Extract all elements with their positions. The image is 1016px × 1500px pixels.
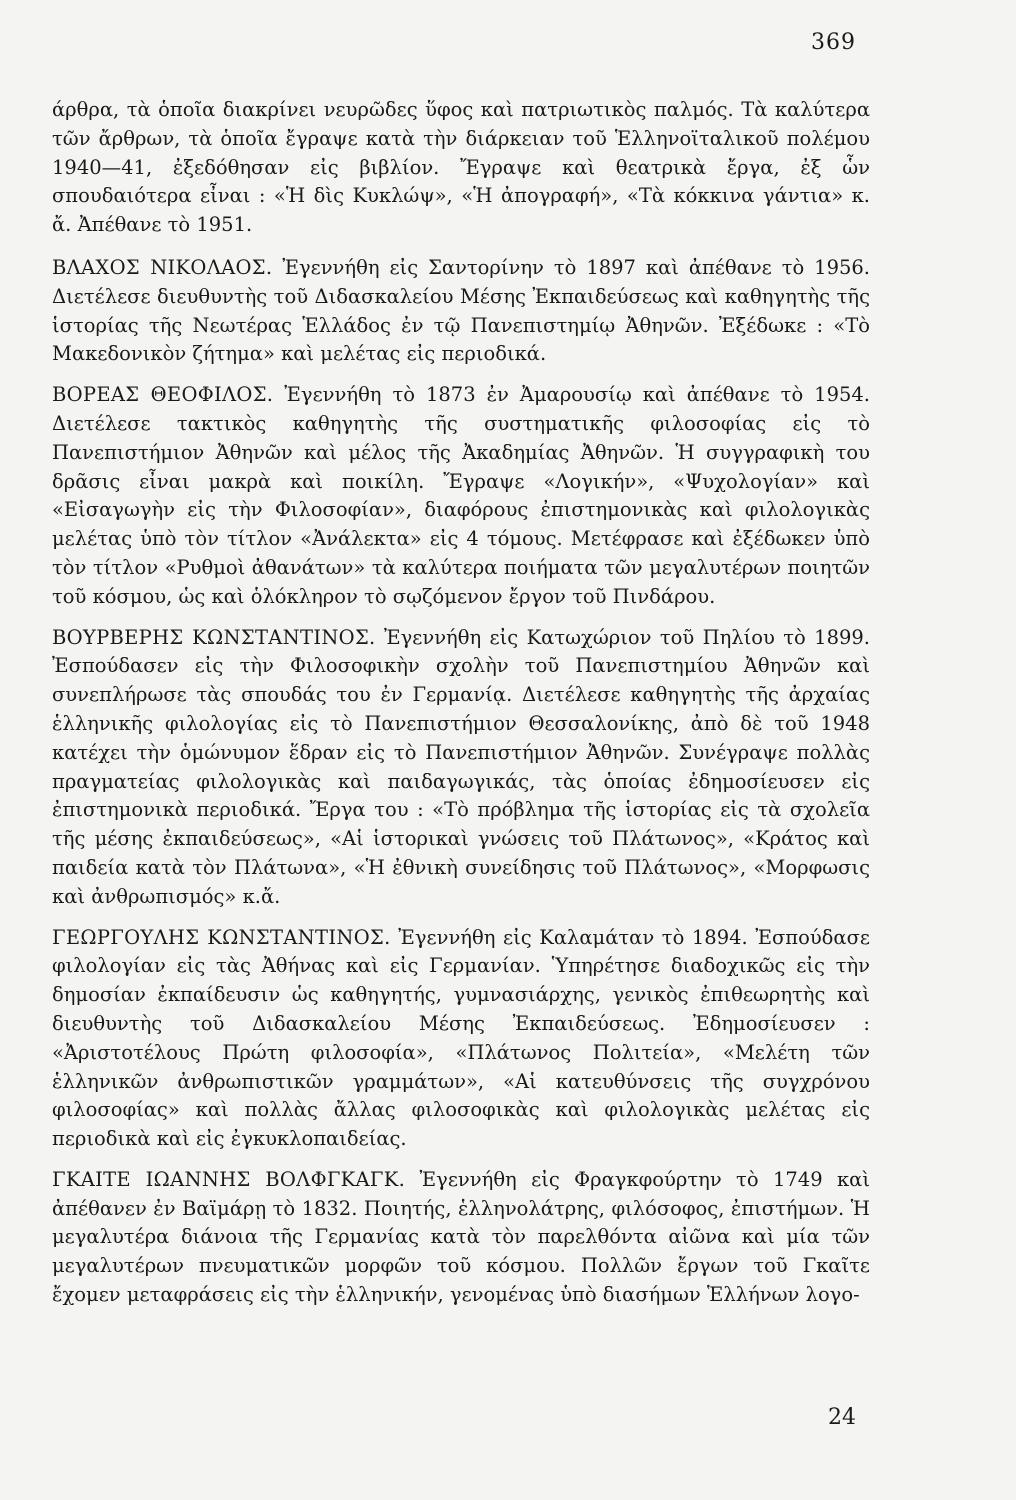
page-number: 369: [811, 30, 856, 55]
entry-vlachos: [52, 254, 870, 369]
entry-text: Ἐγεννήθη εἰς Καλαμάταν τὸ 1894. Ἐσπούδασε φιλολογίαν εἰς τὰς Ἀθήνας καὶ εἰς Γερμανίαν. Ὑπηρέτησε διαδοχικῶς εἰς τὴν δημοσίαν ἐκπαίδευσιν ὡς καθηγητής, γυμνασιάρχης, γενικὸς ἐπιθεωρητὴς καὶ διευθυντὴς τοῦ Διδασκαλείου Μέσης Ἐκπαιδεύσεως. Ἐδημοσίευσεν : «Ἀριστοτέλους Πρώτη φιλοσοφία», «Πλάτωνος Πολιτεία», «Μελέτη τῶν ἑλληνικῶν ἀνθρωπιστικῶν γραμμάτων», «Αἱ κατευθύνσεις τῆς συγχρόνου φιλοσοφίας» καὶ πολλὰς ἄλλας φιλοσοφικὰς καὶ φιλολογικὰς μελέτας εἰς περιοδικὰ καὶ εἰς ἐγκυκλοπαιδείας.: [52, 925, 871, 1151]
entry-text: Ἐγεννήθη εἰς Φραγκφούρτην τὸ 1749 καὶ ἀπέθανεν ἐν Βαϊμάρῃ τὸ 1832. Ποιητής, ἑλληνολάτρης, φιλόσοφος, ἐπιστήμων. Ἡ μεγαλυτέρα διάνοια τῆς Γερμανίας κατὰ τὸν παρελθόντα αἰῶνα καὶ μία τῶν μεγαλυτέρων πνευματικῶν μορφῶν τοῦ κόσμου. Πολλῶν ἔργων τοῦ Γκαῖτε ἔχομεν μεταφράσεις εἰς τὴν ἑλληνικήν, γενομένας ὑπὸ διασήμων Ἑλλήνων λογο-: [52, 1167, 870, 1307]
entry-heading: ΓΕΩΡΓΟΥΛΗΣ ΚΩΝΣΤΑΝΤΙΝΟΣ.: [52, 925, 391, 949]
intro-paragraph: άρθρα, τὰ ὁποῖα διακρίνει νευρῶδες ὕφος καὶ πατριωτικὸς παλμός. Τὰ καλύτερα τῶν ἄρθρων, τὰ ὁποῖα ἔγραψε κατὰ τὴν διάρκειαν τοῦ Ἑλληνοϊταλικοῦ πολέμου 1940—41, ἐξεδόθησαν εἰς βιβλίον. Ἔγραψε καὶ θεατρικὰ ἔργα, ἐξ ὧν σπουδαιότερα εἶναι : «Ἡ δὶς Κυκλώψ», «Ἡ ἀπογραφή», «Τὰ κόκκινα γάντια» κ. ἄ. Ἀπέθανε τὸ 1951.: [52, 98, 870, 237]
entry-text: Ἐγεννήθη εἰς Κατωχώριον τοῦ Πηλίου τὸ 1899. Ἐσπούδασεν εἰς τὴν Φιλοσοφικὴν σχολὴν τοῦ Πανεπιστημίου Ἀθηνῶν καὶ συνεπλήρωσε τὰς σπουδάς του ἐν Γερμανίᾳ. Διετέλεσε καθηγητὴς τῆς ἀρχαίας ἑλληνικῆς φιλολογίας εἰς τὸ Πανεπιστήμιον Θεσσαλονίκης, ἀπὸ δὲ τοῦ 1948 κατέχει τὴν ὁμώνυμον ἕδραν εἰς τὸ Πανεπιστήμιον Ἀθηνῶν. Συνέγραψε πολλὰς πραγματείας φιλολογικὰς καὶ παιδαγωγικάς, τὰς ὁποίας ἐδημοσίευσεν εἰς ἐπιστημονικὰ περιοδικά. Ἔργα του : «Τὸ πρόβλημα τῆς ἱστορίας εἰς τὰ σχολεῖα τῆς μέσης ἐκπαιδεύσεως», «Αἱ ἱστορικαὶ γνώσεις τοῦ Πλάτωνος», «Κράτος καὶ παιδεία κατὰ τὸν Πλάτωνα», «Ἡ ἐθνικὴ συνείδησις τοῦ Πλάτωνος», «Μορφωσις καὶ ἀνθρωπισμός» κ.ἄ.: [52, 625, 870, 908]
page-body: [52, 96, 870, 1310]
entry-text: Ἐγεννήθη εἰς Σαντορίνην τὸ 1897 καὶ ἀπέθανε τὸ 1956. Διετέλεσε διευθυντὴς τοῦ Διδασκαλείου Μέσης Ἐκπαιδεύσεως καὶ καθηγητὴς τῆς ἱστορίας τῆς Νεωτέρας Ἑλλάδος ἐν τῷ Πανεπιστημίῳ Ἀθηνῶν. Ἐξέδωκε : «Τὸ Μακεδονικὸν ζήτημα» καὶ μελέτας εἰς περιοδικά.: [52, 255, 871, 366]
entry-heading: ΒΟΥΡΒΕΡΗΣ ΚΩΝΣΤΑΝΤΙΝΟΣ.: [52, 625, 376, 649]
entry-text: Ἐγεννήθη τὸ 1873 ἐν Ἀμαρουσίῳ καὶ ἀπέθανε τὸ 1954. Διετέλεσε τακτικὸς καθηγητὴς τῆς συστηματικῆς φιλοσοφίας εἰς τὸ Πανεπιστήμιον Ἀθηνῶν καὶ μέλος τῆς Ἀκαδημίας Ἀθηνῶν. Ἡ συγγραφικὴ του δρᾶσις εἶναι μακρὰ καὶ ποικίλη. Ἔγραψε «Λογικήν», «Ψυχολογίαν» καὶ «Εἰσαγωγὴν εἰς τὴν Φιλοσοφίαν», διαφόρους ἐπιστημονικὰς καὶ φιλολογικὰς μελέτας ὑπὸ τὸν τίτλον «Ἀνάλεκτα» εἰς 4 τόμους. Μετέφρασε καὶ ἐξέδωκεν ὑπὸ τὸν τίτλον «Ρυθμοὶ ἀθανάτων» τὰ καλύτερα ποιήματα τῶν μεγαλυτέρων ποιητῶν τοῦ κόσμου, ὡς καὶ ὁλόκληρον τὸ σῳζόμενον ἔργον τοῦ Πινδάρου.: [52, 383, 870, 608]
entry-goethe: [52, 1166, 870, 1310]
entry-georgoulis: [52, 924, 870, 1154]
entry-voreas: [52, 381, 870, 611]
entry-heading: ΒΛΑΧΟΣ ΝΙΚΟΛΑΟΣ.: [52, 255, 273, 279]
signature-mark: 24: [828, 1405, 856, 1430]
entry-vourveris: [52, 624, 870, 912]
entry-heading: ΒΟΡΕΑΣ ΘΕΟΦΙΛΟΣ.: [52, 383, 274, 407]
entry-heading: ΓΚΑΙΤΕ ΙΩΑΝΝΗΣ ΒΟΛΦΓΚΑΓΚ.: [52, 1167, 406, 1191]
